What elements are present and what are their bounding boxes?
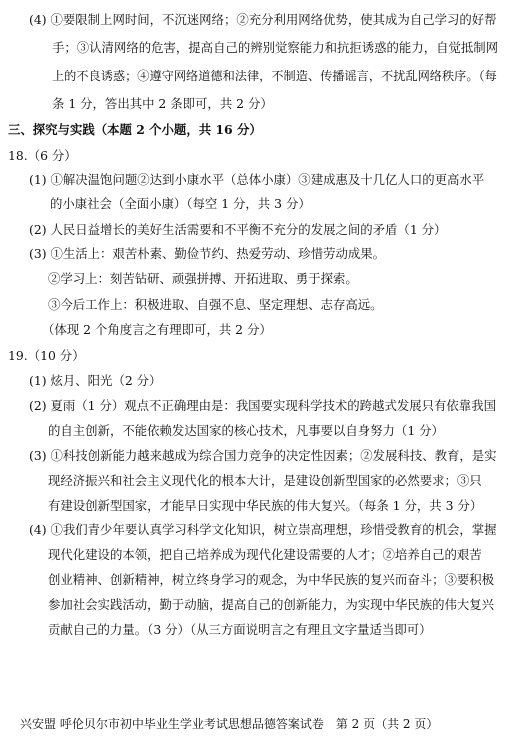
- q17-part4-line1: (4) ①要限制上网时间，不沉迷网络；②充分利用网络优势，使其成为自己学习的好帮: [29, 12, 497, 27]
- q19-part3-line1: (3) ①科技创新能力越来越成为综合国力竞争的决定性因素；②发展科技、教育，是实: [29, 448, 497, 463]
- q19-part4-line2: 现代化建设的本领，把自己培养成为现代化建设需要的人才；②培养自己的艰苦: [48, 547, 482, 562]
- q18-part3-line2: ②学习上：刻苦钻研、顽强拼搏、开拓进取、勇于探索。: [48, 271, 358, 286]
- q17-part4-line3: 上的不良诱惑；④遵守网络道德和法律，不制造、传播谣言，不扰乱网络秩序。（每: [52, 69, 497, 83]
- q18-part3-line1: (3) ①生活上：艰苦朴素、勤俭节约、热爱劳动、珍惜劳动成果。: [29, 246, 386, 261]
- q19-part4-line5: 贡献自己的力量。（3 分）（从三方面说明言之有理且文字量适当即可）: [48, 622, 432, 637]
- q19-part3-line2: 现经济振兴和社会主义现代化的根本大计，是建设创新型国家的必然要求；③只: [48, 473, 482, 488]
- q19-part2-line1: (2) 夏雨（1 分）观点不正确理由是：我国要实现科学技术的跨越式发展只有依靠我国: [29, 398, 496, 413]
- q18-heading: 18.（6 分）: [8, 148, 77, 163]
- q18-part3-line3: ③今后工作上：积极进取、自强不息、坚定理想、志存高远。: [48, 297, 383, 312]
- q17-part4-line2: 手；③认清网络的危害，提高自己的辨别觉察能力和抗拒诱惑的能力，自觉抵制网: [52, 40, 499, 55]
- q18-part1-line2: 的小康社会（全面小康）（每空 1 分，共 3 分）: [50, 196, 311, 211]
- section3-heading: 三、探究与实践（本题 2 个小题，共 16 分）: [8, 122, 262, 137]
- q19-part2-line2: 的自主创新，不能依赖发达国家的核心技术，凡事要以自身努力（1 分）: [48, 423, 444, 438]
- page-footer: 兴安盟 呼伦贝尔市初中毕业生学业考试思想品德答案试卷 第 2 页（共 2 页）: [20, 717, 439, 731]
- q19-part1: (1) 炫月、阳光（2 分）: [29, 373, 162, 388]
- q19-part3-line3: 有建设创新型国家，才能早日实现中华民族的伟大复兴。（每条 1 分，共 3 分）: [48, 498, 483, 513]
- q19-part4-line4: 参加社会实践活动，勤于动脑，提高自己的创新能力，为实现中华民族的伟大复兴: [48, 597, 495, 612]
- q19-part4-line1: (4) ①我们青少年要认真学习科学文化知识，树立崇高理想，珍惜受教育的机会，掌握: [29, 522, 497, 537]
- q19-part4-line3: 创业精神、创新精神，树立终身学习的观念，为中华民族的复兴而奋斗；③要积极: [48, 572, 495, 587]
- q18-part3-line4: （体现 2 个角度言之有理即可，共 2 分）: [42, 322, 272, 337]
- q18-part2: (2) 人民日益增长的美好生活需要和不平衡不充分的发展之间的矛盾（1 分）: [29, 222, 447, 237]
- q19-heading: 19.（10 分）: [8, 348, 85, 363]
- q18-part1-line1: (1) ①解决温饱问题②达到小康水平（总体小康）③建成惠及十几亿人口的更高水平: [29, 172, 485, 187]
- q17-part4-line4: 条 1 分，答出其中 2 条即可，共 2 分）: [52, 96, 273, 111]
